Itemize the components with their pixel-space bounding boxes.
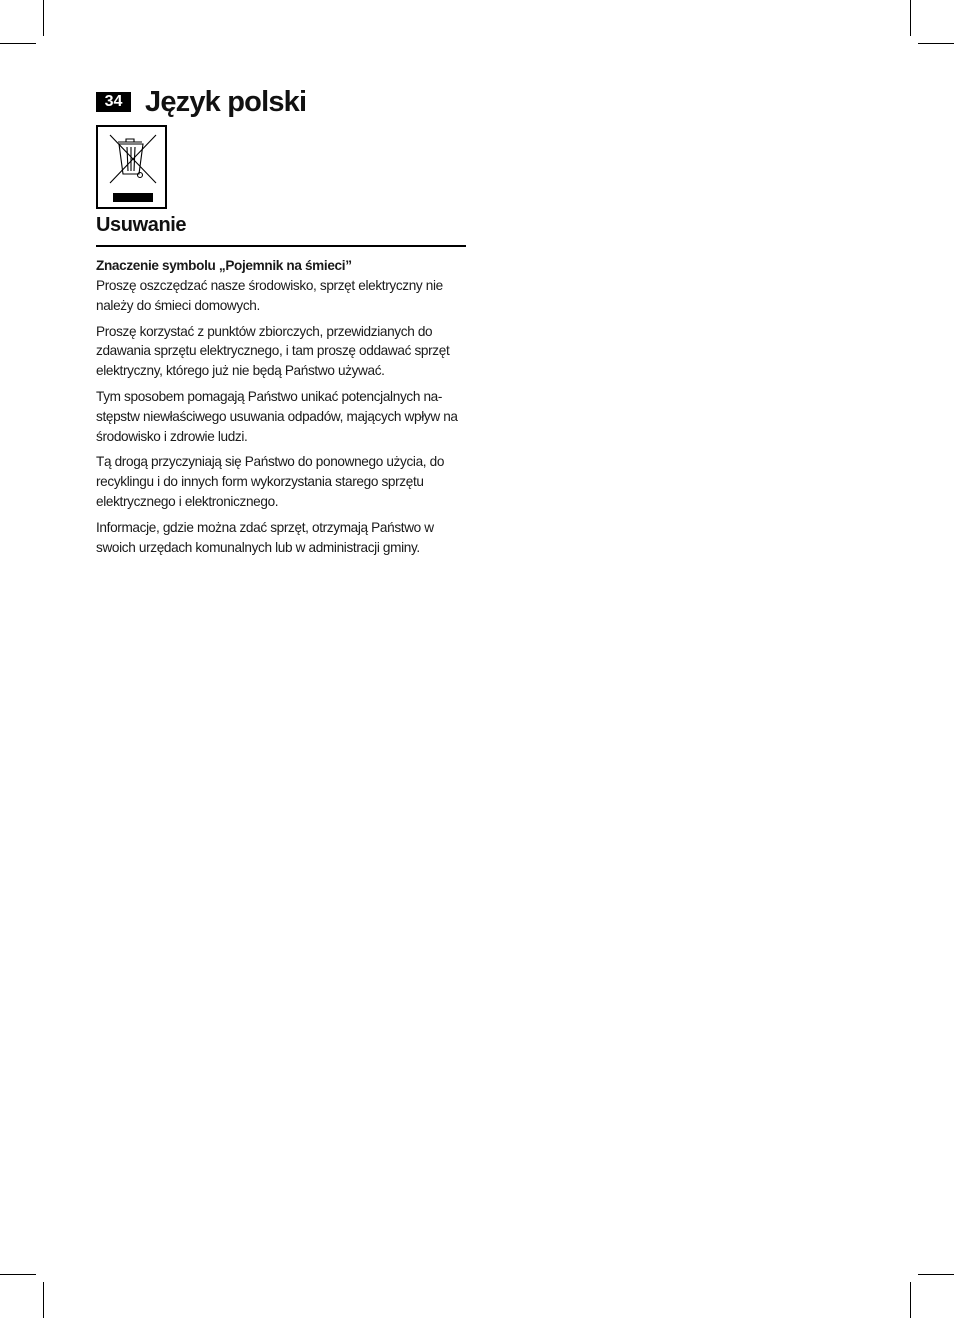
crossed-out-wheelie-bin-icon: [96, 125, 167, 209]
section-title: Usuwanie: [96, 214, 187, 236]
crop-mark-top-right-h: [918, 43, 954, 44]
paragraph: Proszę oszczędzać nasze środowisko, sprzęt elektryczny nie należy do śmieci domowych.: [96, 278, 443, 313]
crop-mark-top-left-v: [43, 0, 44, 36]
crop-mark-bottom-right-h: [918, 1274, 954, 1275]
crop-mark-bottom-right-v: [910, 1282, 911, 1318]
crop-mark-bottom-left-h: [0, 1274, 36, 1275]
page-number: 34: [96, 92, 131, 112]
subheading: Znaczenie symbolu „Pojemnik na śmieci”: [96, 258, 352, 273]
page-header: [96, 84, 306, 120]
paragraph: Informacje, gdzie można zdać sprzęt, otrzymają Państwo w swoich urzędach komunalnych lub w administracji gminy.: [96, 519, 434, 555]
crop-mark-bottom-left-v: [43, 1282, 44, 1318]
language-title: Język polski: [145, 85, 307, 118]
paragraph: Tą drogą przyczyniają się Państwo do ponownego użycia, do recyklingu i do innych form wykorzystania starego sprzętu elektrycznego i elektronicznego.: [96, 454, 445, 509]
section-divider: [96, 245, 466, 247]
paragraph: Tym sposobem pomagają Państwo unikać potencjalnych następstw niewłaściwego usuwania odpadów, mających wpływ na środowisko i zdrowie ludzi.: [96, 388, 458, 444]
paragraph: Proszę korzystać z punktów zbiorczych, przewidzianych do zdawania sprzętu elektrycznego, i tam proszę oddawać sprzęt elektryczny, którego już nie będą Państwo używać.: [96, 323, 450, 379]
crop-mark-top-left-h: [0, 43, 36, 44]
section-body: [96, 256, 468, 563]
crop-mark-top-right-v: [910, 0, 911, 36]
